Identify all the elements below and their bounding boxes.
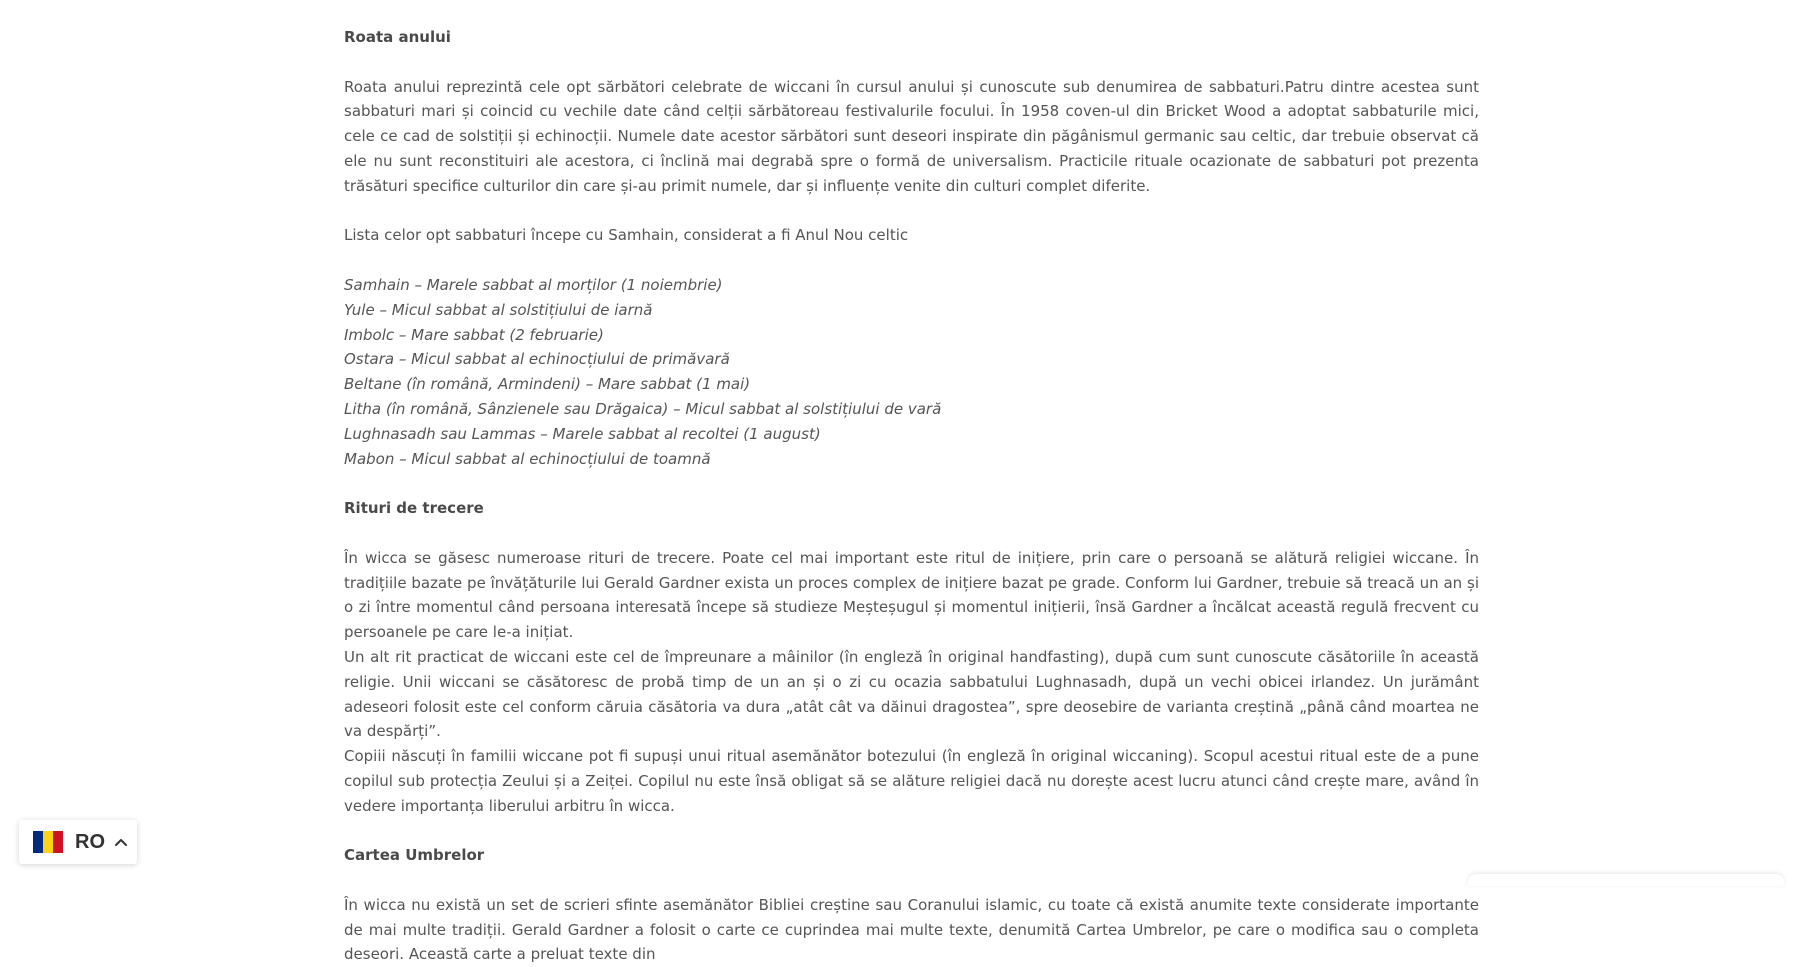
list-item: Litha (în română, Sânzienele sau Drăgaica) – Micul sabbat al solstițiului de vară xyxy=(344,399,942,418)
language-switcher-button[interactable] xyxy=(19,820,137,864)
language-code: RO xyxy=(75,830,105,853)
section-heading-cartea-umbrelor: Cartea Umbrelor xyxy=(344,846,485,865)
paragraph-cartea-umbrelor: În wicca nu există un set de scrieri sfinte asemănător Bibliei creștine sau Coranului islamic, cu toate că există anumite texte considerate importante de mai multe tradiții. Gerald Gardner a folosit o carte ce cuprindea mai multe texte, denumită Cartea Umbrelor, pe care o modifica sau o completa deseori. Această carte a preluat texte din xyxy=(344,895,1479,964)
romania-flag-icon xyxy=(33,831,63,853)
section-heading-roata-anului: Roata anului xyxy=(344,28,451,46)
paragraph-rituri-wiccaning: Copiii născuți în familii wiccane pot fi supuși unui ritual asemănător botezului (în engleză în original wiccaning). Scopul acestui ritual este de a pune copilul sub protecția Zeului și a Zeiței. Copilul nu este însă obligat să se alăture religiei dacă nu dorește acest lucru atunci când crește mare, având în vedere importanța liberului arbitru în wicca. xyxy=(344,747,1479,815)
paragraph-rituri-handfasting: Un alt rit practicat de wiccani este cel de împreunare a mâinilor (în engleză în original handfasting), după cum sunt cunoscute căsătoriile în această religie. Unii wiccani se căsătoresc de probă timp de un an și o zi cu ocazia sabbatului Lughnasadh, după un vechi obicei irlandez. Un jurământ adeseori folosit este cel conform căruia căsătoria va dura „atât cât va dăinui dragostea”, spre deosebire de varianta creștină „până când moartea ne va despărți”. xyxy=(344,647,1479,741)
flag-stripe-red xyxy=(53,831,63,853)
sabbat-list xyxy=(344,273,1479,471)
list-item: Mabon – Micul sabbat al echinocțiului de toamnă xyxy=(344,449,711,468)
section-heading-rituri-de-trecere: Rituri de trecere xyxy=(344,499,484,518)
flag-stripe-blue xyxy=(33,831,43,853)
paragraph-lista-intro: Lista celor opt sabbaturi începe cu Samhain, considerat a fi Anul Nou celtic xyxy=(344,226,909,245)
paragraph-rituri-initiere: În wicca se găsesc numeroase rituri de trecere. Poate cel mai important este ritul de inițiere, prin care o persoană se alătură religiei wiccane. În tradițiile bazate pe învățăturile lui Gerald Gardner exista un proces complex de inițiere bazat pe grade. Conform lui Gardner, trebuie să treacă un an și o zi între momentul când persoana interesată începe să studieze Meșteșugul și momentul inițierii, însă Gardner a încălcat această regulă frecvent cu persoanele pe care le-a inițiat. xyxy=(344,548,1479,642)
list-item: Ostara – Micul sabbat al echinocțiului de primăvară xyxy=(344,350,730,369)
list-item: Imbolc – Mare sabbat (2 februarie) xyxy=(344,325,604,344)
flag-stripe-yellow xyxy=(43,831,53,853)
list-item: Beltane (în română, Armindeni) – Mare sabbat (1 mai) xyxy=(344,375,751,394)
paragraph-roata-anului: Roata anului reprezintă cele opt sărbători celebrate de wiccani în cursul anului și cunoscute sub denumirea de sabbaturi.Patru dintre acestea sunt sabbaturi mari și coincid cu vechile date când celții sărbătoreau festivalurile focului. În 1958 coven-ul din Bricket Wood a adoptat sabbaturile mici, cele ce cad de solstiții și echinocții. Numele date acestor sărbători sunt deseori inspirate din păgânismul germanic sau celtic, dar trebuie observat că ele nu sunt reconstituiri ale acestora, ci înclină mai degrabă spre o formă de universalism. Practicile rituale ocazionate de sabbaturi pot prezenta trăsături specifice culturilor din care și-au primit numele, dar și influențe venite din culturi complet diferite. xyxy=(344,77,1479,195)
chevron-up-icon xyxy=(115,836,127,848)
article-content xyxy=(344,25,1479,967)
bottom-widget-edge[interactable] xyxy=(1468,874,1784,886)
list-item: Yule – Micul sabbat al solstițiului de iarnă xyxy=(344,300,653,319)
list-item: Lughnasadh sau Lammas – Marele sabbat al recoltei (1 august) xyxy=(344,424,821,443)
list-item: Samhain – Marele sabbat al morților (1 noiembrie) xyxy=(344,275,723,294)
